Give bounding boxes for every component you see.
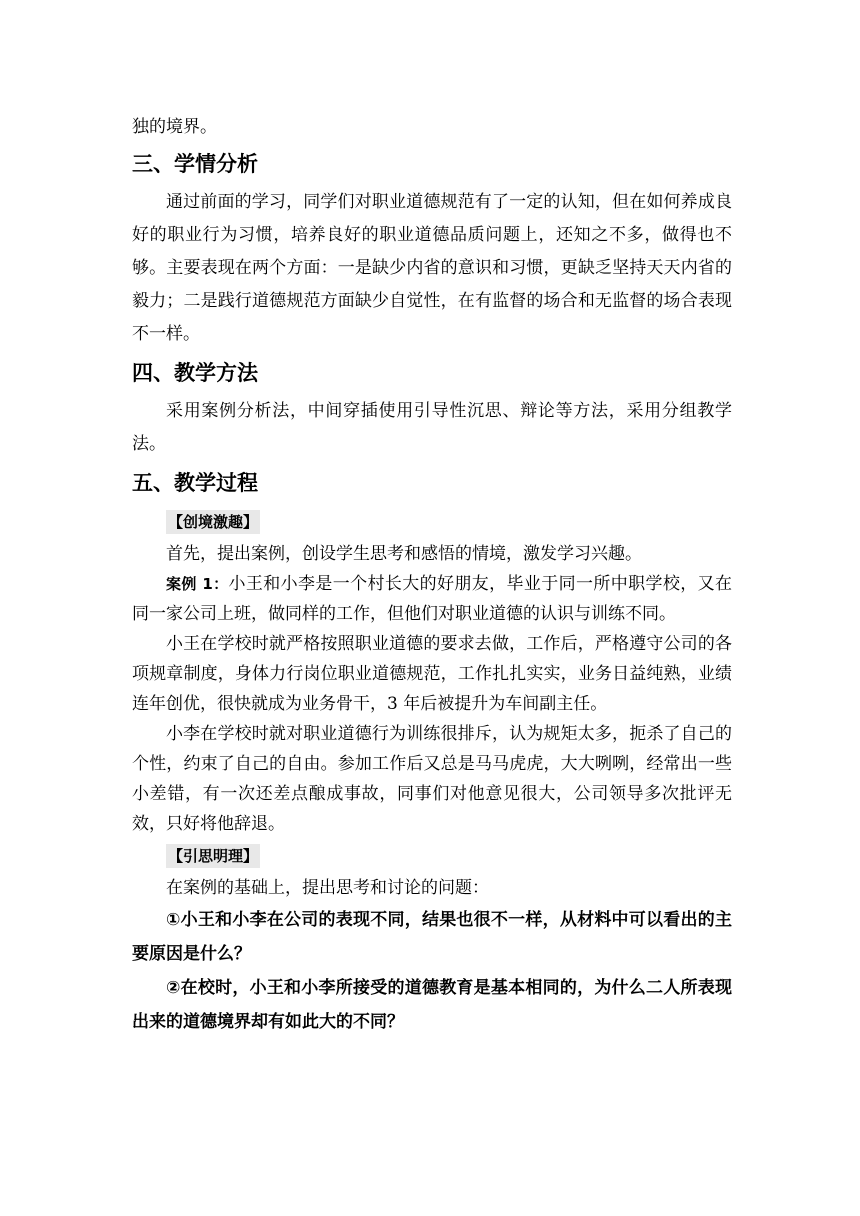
- section-3-body: 通过前面的学习，同学们对职业道德规范有了一定的认知，但在如何养成良好的职业行为习惯，培养良好的职业道德品质问题上，还知之不多，做得也不够。主要表现在两个方面：一是缺少内省的意识和习惯，更缺乏坚持天天内省的毅力；二是践行道德规范方面缺少自觉性，在有监督的场合和无监督的场合表现不一样。: [132, 192, 732, 344]
- case-1-label: 案例 1：: [166, 575, 229, 593]
- section-4-body: 采用案例分析法，中间穿插使用引导性沉思、辩论等方法，采用分组教学法。: [132, 401, 732, 454]
- stage-2-intro: 在案例的基础上，提出思考和讨论的问题：: [166, 878, 489, 898]
- section-3-heading: 三、学情分析: [132, 152, 258, 176]
- stage-1-label-row: [132, 505, 732, 539]
- question-2: ②在校时，小王和小李所接受的道德教育是基本相同的，为什么二人所表现出来的道德境界却有如此大的不同？: [132, 978, 732, 1032]
- question-1: ①小王和小李在公司的表现不同，结果也很不一样，从材料中可以看出的主要原因是什么？: [132, 910, 732, 964]
- document-page: [132, 112, 732, 1039]
- stage-1-intro: 首先，提出案例，创设学生思考和感悟的情境，激发学习兴趣。: [166, 544, 642, 564]
- stage-1-label: 【创境激趣】: [166, 510, 260, 534]
- section-4-heading: 四、教学方法: [132, 361, 258, 385]
- continuation-text: 独的境界。: [132, 117, 217, 137]
- stage-2-label-row: [132, 839, 732, 873]
- case-1-text: 小王和小李是一个村长大的好朋友，毕业于同一所中职学校，又在同一家公司上班，做同样的工作，但他们对职业道德的认识与训练不同。: [132, 574, 732, 624]
- case-wang-paragraph: 小王在学校时就严格按照职业道德的要求去做，工作后，严格遵守公司的各项规章制度，身体力行岗位职业道德规范，工作扎扎实实，业务日益纯熟，业绩连年创优，很快就成为业务骨干，3 年后被提升为车间副主任。: [132, 634, 732, 714]
- section-5-heading: 五、教学过程: [132, 471, 258, 495]
- stage-2-label: 【引思明理】: [166, 844, 260, 868]
- case-li-paragraph: 小李在学校时就对职业道德行为训练很排斥，认为规矩太多，扼杀了自己的个性，约束了自己的自由。参加工作后又总是马马虎虎，大大咧咧，经常出一些小差错，有一次还差点酿成事故，同事们对他意见很大，公司领导多次批评无效，只好将他辞退。: [132, 724, 732, 834]
- case-1-paragraph: [132, 569, 732, 629]
